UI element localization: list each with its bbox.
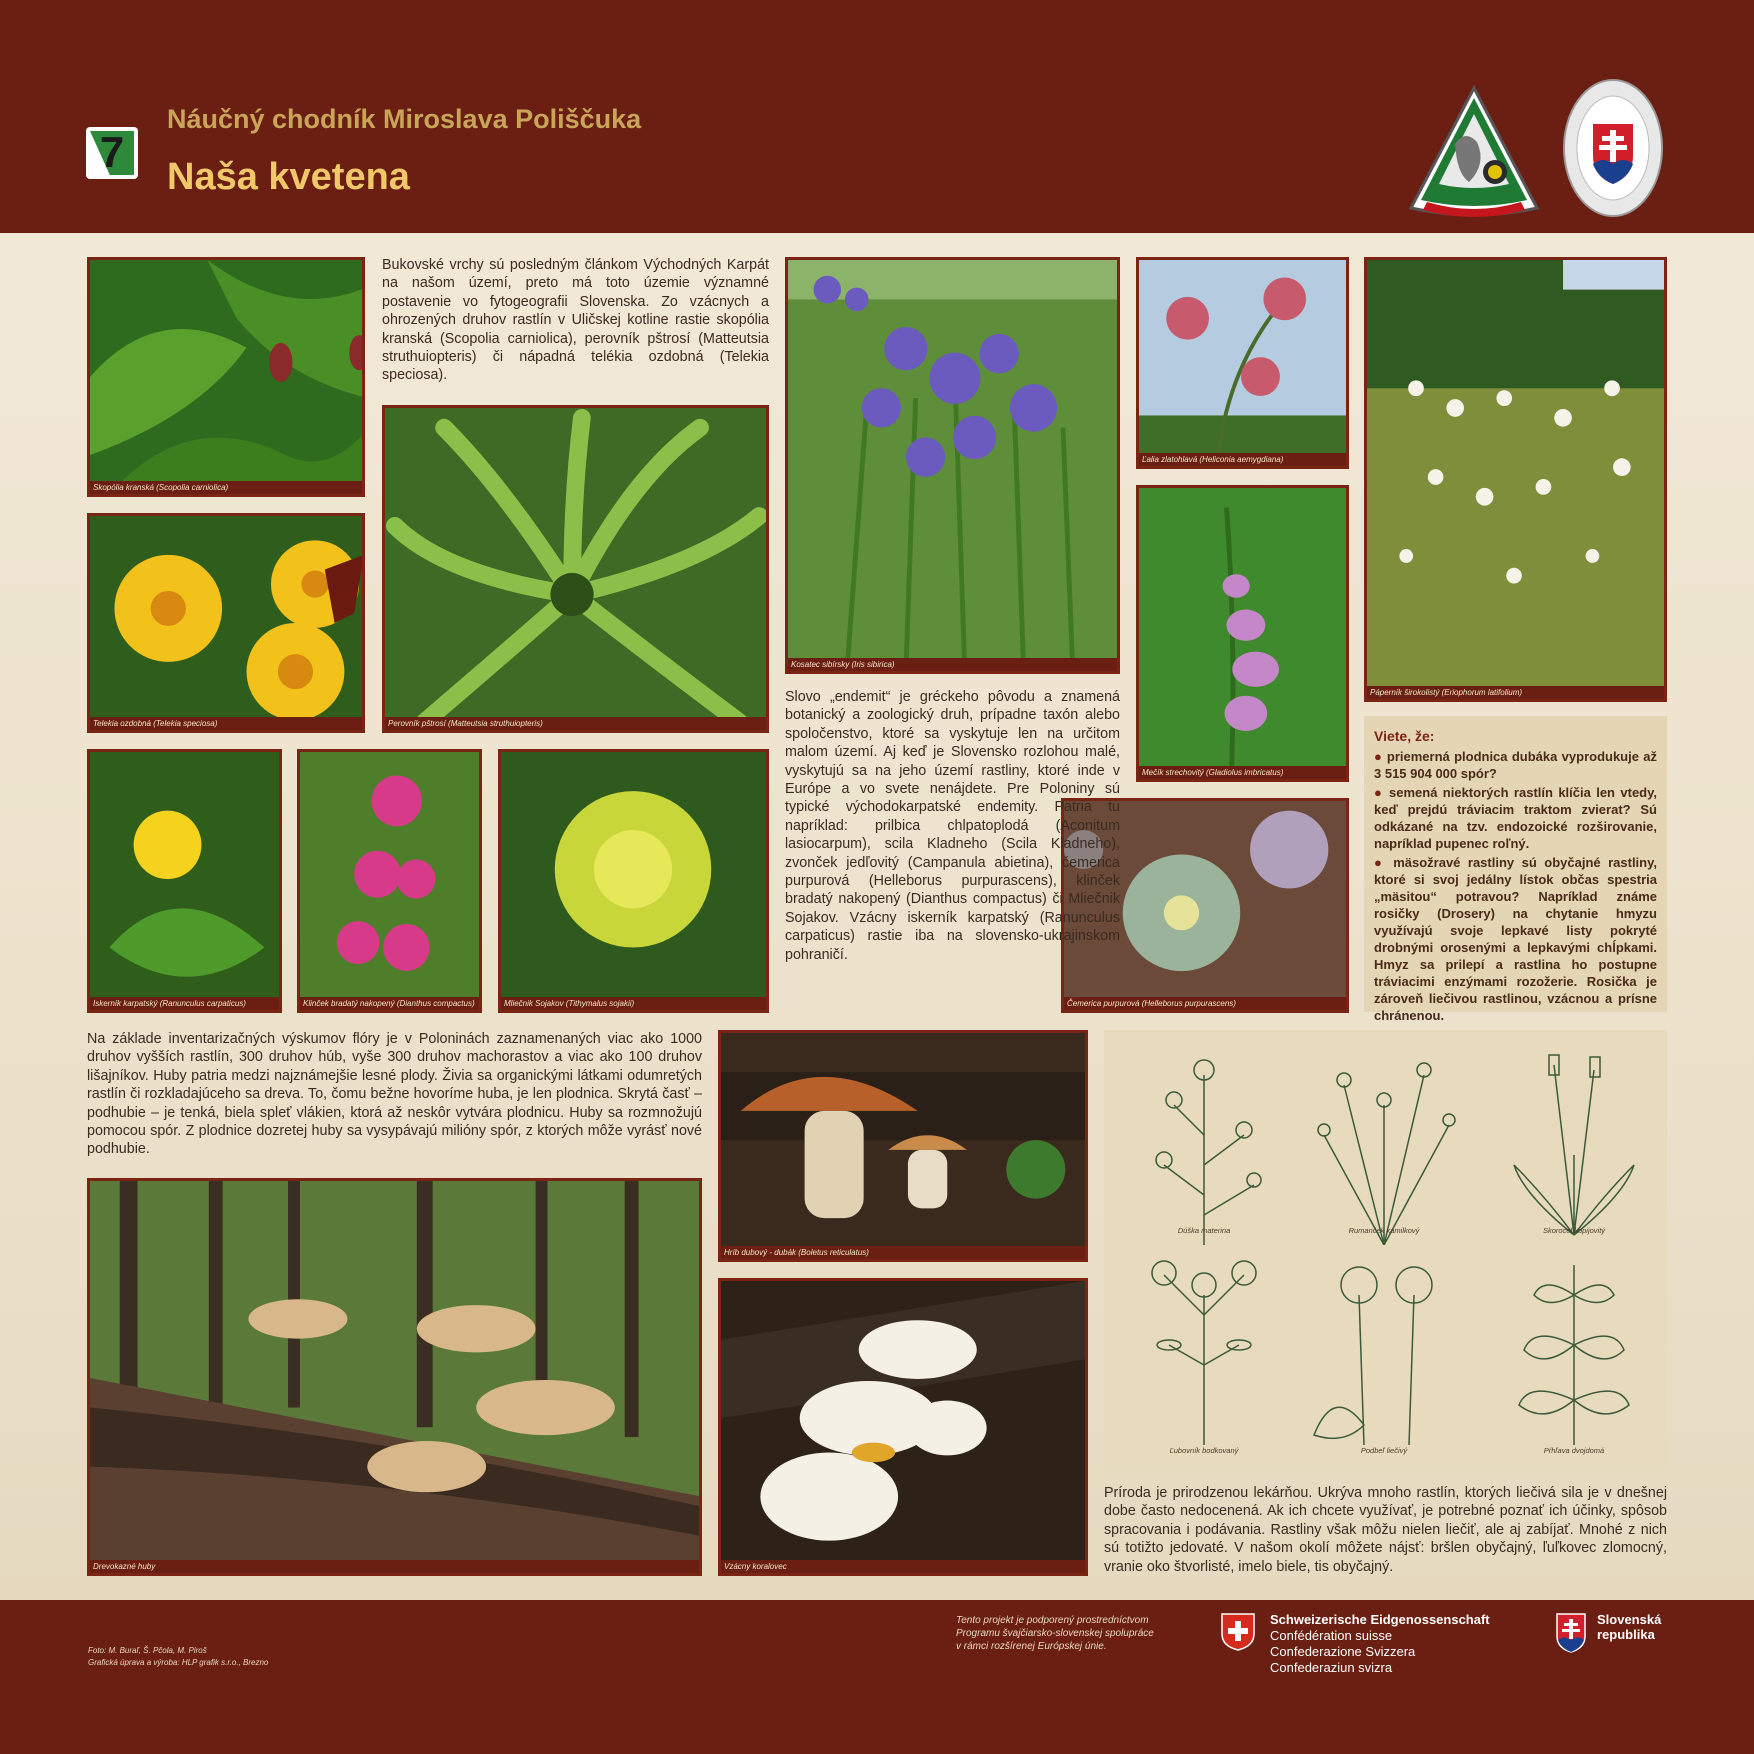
swiss-coat-of-arms-icon (1220, 1612, 1256, 1652)
photo-caption: Hríb dubový - dubák (Boletus reticulatus) (721, 1246, 1085, 1259)
fact-item: ● priemerná plodnica dubáka vyprodukuje až 3 515 904 000 spór? (1374, 749, 1658, 781)
herb-label: Ľubovník bodkovaný (1169, 1446, 1239, 1455)
herb-illustration-plantain (1504, 1045, 1644, 1245)
fact-item: ● mäsožravé rastliny sú obyčajné rastliny, ktoré si svoj jedálny lístok občas spestria „mäsitou“ potravou? Napríklad známe rosičky (Drosery) na chytanie hmyzu využívajú svoje lepkavé listy pokryté drobnými orosenými a lepkavými chĺpkami. Hmyz sa prilepí a rastlina ho postupne tráviacimi enzýmami rozožerie. Rosička je zároveň liečivou rastlinou, vzácnou a prísne chránenou. (1374, 855, 1657, 1023)
photo-caption: Klinček bradatý nakopený (Dianthus compactus) (300, 997, 479, 1010)
herb-label: Pŕhľava dvojdomá (1543, 1446, 1605, 1455)
photo-caption: Vzácny koralovec (721, 1560, 1085, 1573)
swiss-confederation-text: Schweizerische Eidgenossenschaft Confédération suisse Confederazione Svizzera Confederaziun svizra (1270, 1612, 1490, 1675)
herb-illustration-nettle (1504, 1255, 1644, 1445)
photo-caption: Drevokazné huby (90, 1560, 699, 1573)
photo-caption: Skopólia kranská (Scopolia carniolica) (90, 481, 362, 494)
photo-caption: Iskerník karpatský (Ranunculus carpaticus) (90, 997, 279, 1010)
photo-caption: Perovník pštrosí (Matteutsia struthuiopteris) (385, 717, 766, 730)
medicine-paragraph: Príroda je prirodzenou lekárňou. Ukrýva mnoho rastlín, ktorých liečivá sila je v dnešnej dobe často nedocenená. Ak ich chcete využívať, je potrebné poznať ich účinky, spôsob spracovania i podávania. Rastliny však môžu nielen liečiť, ale aj zabíjať. Mnohé z nich sú totižto jedovaté. V našom okolí môžete nájsť: bršlen obyčajný, ľuľkovec zlomocný, vranie oko štvorlisté, imelo biele, tis obyčajný. (1104, 1485, 1667, 1575)
photo-telekia (87, 513, 365, 733)
did-you-know-box (1364, 716, 1667, 1023)
slovak-coat-of-arms-icon (1555, 1612, 1587, 1654)
photo-dianthus (297, 749, 482, 1013)
photo-scopolia (87, 257, 365, 497)
photo-ranunculus (87, 749, 282, 1013)
photo-caption: Čemerica purpurová (Helleborus purpurascens) (1064, 997, 1346, 1010)
photo-cottongrass (1364, 257, 1667, 702)
herb-illustration-st-johns-wort (1134, 1255, 1274, 1445)
did-you-know-heading: Viete, že: (1374, 728, 1435, 744)
herb-illustration-coltsfoot (1304, 1255, 1464, 1445)
photo-fern (382, 405, 769, 733)
photo-boletus (718, 1030, 1088, 1262)
intro-paragraph: Bukovské vrchy sú posledným článkom Východných Karpát na našom území, preto má toto územie významné postavenie vo fytogeografii Slovenska. Zo vzácnych a ohrozených druhov rastlín v Uličskej kotline rastie skopólia kranská (Scopolia carniolica), perovník pštrosí (Matteutsia struthuiopteris) či nápadná telékia ozdobná (Telekia speciosa). (382, 257, 769, 384)
photo-gladiolus (1136, 485, 1349, 782)
photo-caption: Kosatec sibírsky (Iris sibirica) (788, 658, 1117, 671)
endemit-paragraph: Slovo „endemit“ je gréckeho pôvodu a znamená botanický a zoologický druh, prípadne taxón alebo spoločenstvo, ktoré sa vyskytuje len na určitom malom území. Aj keď je Slovensko rozlohou malé, vyskytujú sa na jeho území rastliny, ktoré inde v Európe a vo svete nenájdete. Pre Poloniny sú typické východokarpatské endemity. Patria tu napríklad: prilbica chlpatoplodá (Aconitum lasiocarpum), scila Kladneho (Scila Kladneho), zvonček jedľovitý (Campanula abietina), čemerica purpurová (Helleborus purpurascens), klinček bradatý nakopený (Dianthus compactus) či Mliečnik Sojakov. Vzácny iskerník karpatský (Ranunculus carpaticus) rastie iba na slovensko-ukrajinskom pohraničí. (785, 689, 1120, 963)
national-park-poloniny-logo (1407, 84, 1541, 218)
herb-label: Dúška materina (1177, 1226, 1231, 1235)
herb-illustration-chamomile (1304, 1045, 1464, 1245)
slovak-republic-text: Slovenská republika (1597, 1612, 1662, 1642)
stop-number-badge (86, 127, 138, 179)
photo-caption: Telekia ozdobná (Telekia speciosa) (90, 717, 362, 730)
photo-wood-fungi (87, 1178, 702, 1576)
project-note: Tento projekt je podporený prostredníctvom Programu švajčiarsko-slovenskej spolupráce v rámci rozšírenej Európskej únie. (956, 1615, 1154, 1652)
footer-band (0, 1600, 1754, 1754)
state-nature-protection-logo (1562, 78, 1664, 218)
fact-item: ● semená niektorých rastlín klíčia len vtedy, keď prejdú tráviacim traktom zvierat? Sú odkázané na tzv. endozoické rozširovanie, napríklad pupenec roľný. (1374, 785, 1657, 851)
stop-number: 7 (99, 128, 125, 177)
medicinal-herbs-panel (1104, 1030, 1667, 1468)
photo-coral (718, 1278, 1088, 1576)
photo-iris (785, 257, 1120, 674)
photo-caption: Páperník širokolistý (Eriophorum latifolium) (1367, 686, 1664, 699)
herb-label: Rumanček kamilkový (1348, 1226, 1420, 1235)
trail-subtitle: Náučný chodník Miroslava Poliščuka (167, 104, 642, 134)
photo-lily (1136, 257, 1349, 469)
photo-caption: Mečík strechovitý (Gladiolus imbricatus) (1139, 766, 1346, 779)
photo-caption: Ľalia zlatohlavá (Heliconia aemygdiana) (1139, 453, 1346, 466)
herb-label: Podbeľ liečivý (1360, 1446, 1408, 1455)
fungi-paragraph: Na základe inventarizačných výskumov flóry je v Poloninách zaznamenaných viac ako 1000 druhov vyšších rastlín, 300 druhov húb, vyše 300 druhov machorastov a viac ako 100 druhov lišajníkov. Huby patria medzi najznámejšie lesné plody. Živia sa organickými látkami odumretých rastlín či rozkladajúceho sa dreva. To, čomu bežne hovoríme huba, je len plodnica. Skrytá časť – podhubie – je tenká, biela spleť vlákien, ktorá až neskôr vytvára plodnicu. Huby sa rozmnožujú pomocou spór. Z plodnice dozretej huby sa vysypávajú milióny spór, z ktorých môže vyrásť nové podhubie. (87, 1031, 702, 1158)
herb-label: Skorocel kopijovitý (1542, 1226, 1606, 1235)
page-title: Naša kvetena (167, 156, 410, 198)
photo-credits: Foto: M. Buraľ, Š. Pčola, M. Piroš Grafická úprava a výroba: HLP grafik s.r.o., Brezno (88, 1646, 269, 1667)
photo-caption: Mliečnik Sojakov (Tithymalus sojakii) (501, 997, 766, 1010)
herb-illustration-thyme (1134, 1045, 1274, 1245)
photo-euphorbia (498, 749, 769, 1013)
